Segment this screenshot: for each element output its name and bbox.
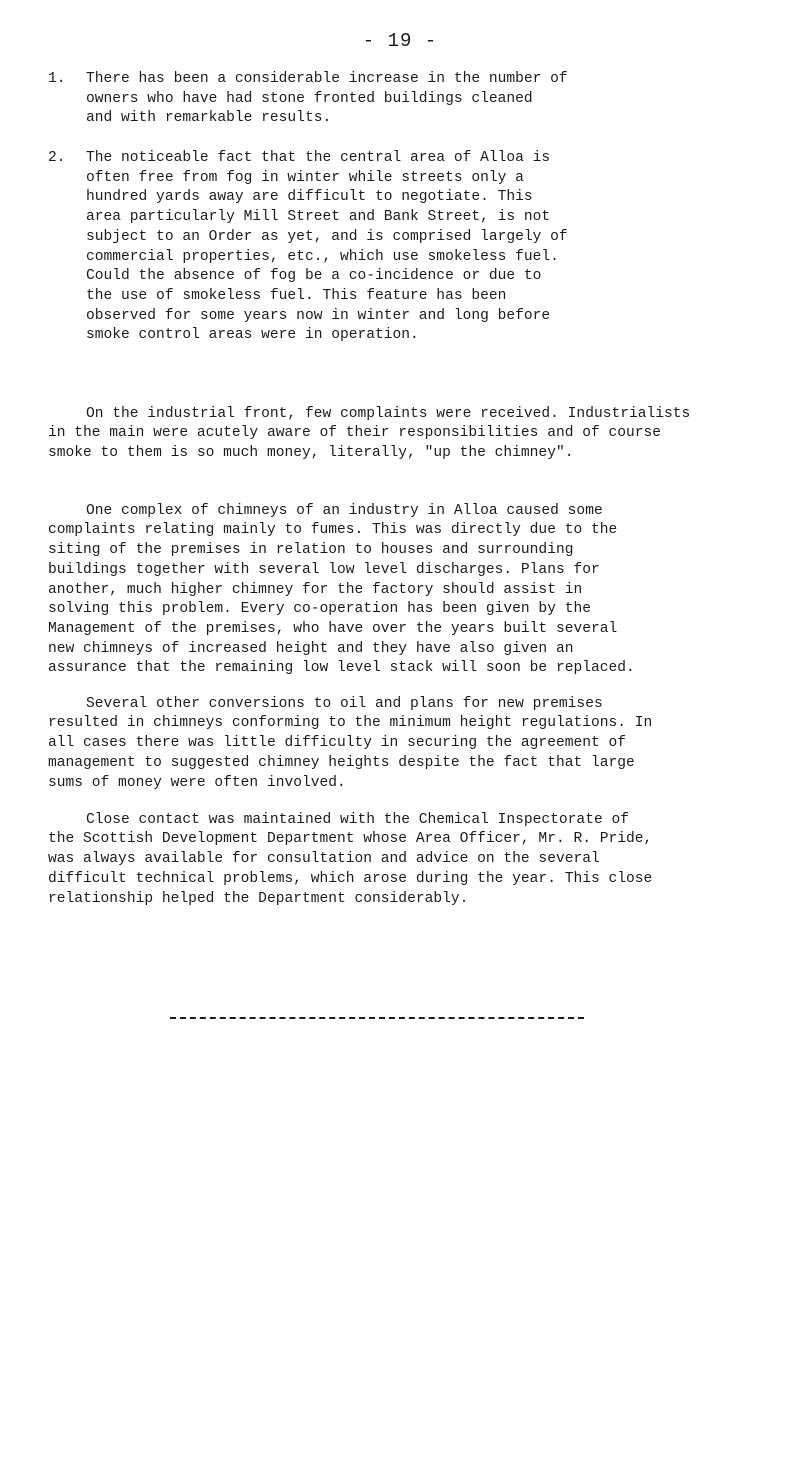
- paragraph-text: Close contact was maintained with the Chemical Inspectorate of the Scottish Development Department whose Area Officer, Mr. R. Pride, was always available for consultation and advice on the several difficult technical problems, which arose during the year. This close relationship helped the Department considerably.: [48, 811, 653, 907]
- paragraph-industrial-front: [48, 385, 800, 464]
- paragraph-chimney-complex: [48, 482, 800, 679]
- numbered-item-2: [48, 149, 788, 346]
- item-text: There has been a considerable increase in the number of owners who have had stone fronted buildings cleaned and with remarkable results.: [86, 71, 568, 127]
- dashed-divider: [170, 1017, 584, 1019]
- numbered-item-1: [48, 70, 788, 129]
- item-number: 2.: [48, 150, 66, 166]
- paragraph-text: On the industrial front, few complaints were received. Industrialists in the main were acutely aware of their responsibilities and of course smoke to them is so much money, literally, "up the chimney".: [48, 405, 691, 462]
- paragraph-chemical-inspectorate: [48, 791, 800, 909]
- paragraph-text: Several other conversions to oil and plans for new premises resulted in chimneys conforming to the minimum height regulations. In all cases there was little difficulty in securing the agreement of management to suggested chimney heights despite the fact that large sums of money were often involved.: [48, 695, 653, 791]
- page-number: - 19 -: [362, 30, 438, 52]
- paragraph-text: One complex of chimneys of an industry in Alloa caused some complaints relating mainly to fumes. This was directly due to the siting of the premises in relation to houses and surrounding buildings together with several low level discharges. Plans for another, much higher chimney for the factory should assist in solving this problem. Every co-operation has been given by the Management of the premises, who have over the years built several new chimneys of increased height and they have also given an assurance that the remaining low level stack will soon be replaced.: [48, 502, 635, 677]
- paragraph-oil-conversions: [48, 675, 800, 793]
- item-text: The noticeable fact that the central area of Alloa is often free from fog in winter while streets only a hundred yards away are difficult to negotiate. This area particularly Mill Street and Bank Street, is not subject to an Order as yet, and is comprised largely of commercial properties, etc., which use smokeless fuel. Could the absence of fog be a co-incidence or due to the use of smokeless fuel. This feature has been observed for some years now in winter and long before smoke control areas were in operation.: [86, 150, 568, 344]
- item-number: 1.: [48, 71, 66, 87]
